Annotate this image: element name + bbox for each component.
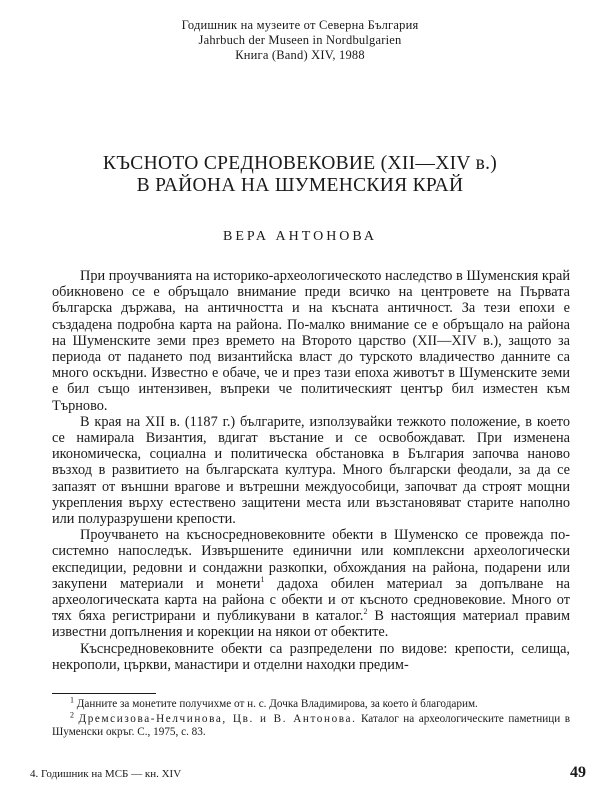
- running-footer: 4. Годишник на МСБ — кн. XIV: [30, 768, 182, 780]
- paragraph-3: [52, 527, 570, 640]
- footnote-ref-2: 2: [363, 607, 368, 617]
- footnote-2-author: Дремсизова-Нелчинова, Цв. и В. Антонова.: [78, 713, 357, 725]
- footnotes: [52, 695, 571, 741]
- footnote-ref-1: 1: [260, 575, 265, 585]
- page-number: 49: [570, 764, 586, 781]
- footnote-2-number: 2: [70, 710, 74, 720]
- footnote-2-text: Каталог на археологическите паметници в Шуменски окръг. С., 1975, с. 83.: [52, 713, 571, 738]
- paragraph-1: При проучванията на историко-археологическото наследство в Шуменския край обикновено се е обръщало внимание преди всичко на центровете на Първата българска държава, на античността и на късната античност. За тези епохи е създадена подробна карта на района. По-малко внимание се е обръщало на района на Шуменските земи през времето на Второто царство (XII—XIV в.), защото за периода от падането под византийска власт до турското владичество данните са много оскъдни. Известно е обаче, че и през тази епоха животът в Шуменските земи е бил също интензивен, въпреки че политическият център бил изместен към Търново.: [52, 268, 570, 414]
- article-title-line2: В РАЙОНА НА ШУМЕНСКИЯ КРАЙ: [136, 175, 464, 196]
- paragraph-3-end: В настоящия материал правим известни допълнения и корекции на някои от обектите.: [52, 608, 570, 641]
- footnote-1-text: Данните за монетите получихме от н. с. Дочка Владимирова, за което ѝ благодарим.: [76, 698, 478, 710]
- footnote-1: [52, 695, 570, 711]
- footnote-divider: [52, 693, 156, 694]
- paragraph-3-tail: дадоха: [277, 575, 319, 592]
- footnote-1-number: 1: [70, 695, 74, 705]
- paragraph-3-text: Проучването на късносредновековните обекти в Шуменско се провежда по-системно напоследък. Извършените единични или комплексни археологически експедиции, редовни и сондажни разкопки, обхождания на района, подарени или закупени материали и монети: [52, 527, 570, 592]
- paragraph-3-cont: обилен материал за допълване на археологическата карта на района с обекти и от късното средновековие. Много от тях бяха регистрирани и публикувани в каталог.: [52, 575, 571, 625]
- header-line-bg: Годишник на музеите от Северна България: [181, 18, 419, 32]
- header-line-volume: Книга (Band) XIV, 1988: [235, 48, 365, 62]
- header-line-de: Jahrbuch der Museen in Nordbulgarien: [198, 33, 402, 47]
- paragraph-4: Къснсредновековните обекти са разпределени по видове: крепости, селища, некрополи, църкви, манастири и отделни находки предим-: [52, 640, 570, 673]
- paragraph-2: В края на XII в. (1187 г.) българите, използувайки тежкото положение, в което се намирала Византия, вдигат въстание и се освобождават. При изменена икономическа, социална и политическа обстановка в България започва наново възход в развитието на българската култура. Много български феодали, за да се запазят от външни врагове и вътрешни междуособици, започват да строят мощни укрепления върху естествено защитени места или възстановяват старите наполно или полуразрушени крепости.: [52, 413, 570, 528]
- journal-header: [0, 18, 600, 63]
- article-author: ВЕРА АНТОНОВА: [223, 229, 377, 244]
- footnote-2: [52, 710, 571, 739]
- article-body: [52, 268, 570, 673]
- article-title: [0, 153, 600, 197]
- article-title-line1: КЪСНОТО СРЕДНОВЕКОВИЕ (XII—XIV в.): [102, 153, 498, 174]
